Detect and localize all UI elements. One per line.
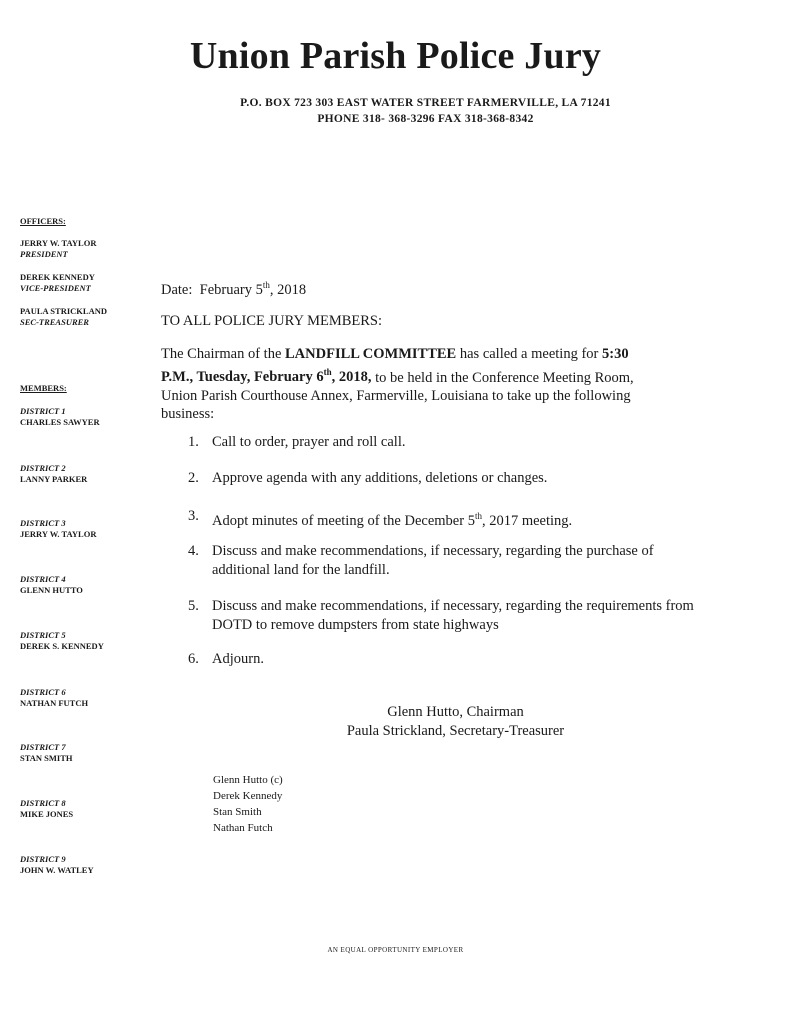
letterhead-phones: PHONE 318- 368-3296 FAX 318-368-8342 — [317, 113, 534, 125]
members-heading: MEMBERS: — [20, 383, 67, 393]
footer-eoe: AN EQUAL OPPORTUNITY EMPLOYER — [327, 946, 464, 954]
salutation: TO ALL POLICE JURY MEMBERS: — [161, 313, 383, 329]
district-entry: DISTRICT 3 JERRY W. TAYLOR — [20, 518, 97, 539]
committee-member: Glenn Hutto (c) — [213, 774, 283, 786]
signature-chairman: Glenn Hutto, Chairman — [387, 704, 524, 720]
letter-date: Date: February 5th, 2018 — [161, 280, 307, 298]
letterhead-address: P.O. BOX 723 303 EAST WATER STREET FARMERVILLE, LA 71241 — [240, 97, 611, 109]
officer-entry: JERRY W. TAYLOR PRESIDENT — [20, 238, 97, 259]
letterhead-title: Union Parish Police Jury — [189, 35, 602, 77]
committee-members — [213, 772, 283, 836]
committee-member: Nathan Futch — [213, 822, 273, 834]
district-entry: DISTRICT 2 LANNY PARKER — [20, 463, 88, 484]
committee-member: Derek Kennedy — [213, 790, 283, 802]
signature-secretary: Paula Strickland, Secretary-Treasurer — [346, 723, 565, 739]
district-entry: DISTRICT 4 GLENN HUTTO — [20, 574, 83, 595]
district-entry: DISTRICT 7 STAN SMITH — [20, 742, 73, 763]
officer-entry: PAULA STRICKLAND SEC-TREASURER — [20, 306, 107, 327]
district-entry: DISTRICT 8 MIKE JONES — [20, 798, 74, 819]
district-entry: DISTRICT 6 NATHAN FUTCH — [20, 687, 89, 708]
officers-heading: OFFICERS: — [20, 216, 66, 226]
district-entry: DISTRICT 9 JOHN W. WATLEY — [20, 854, 94, 875]
committee-member: Stan Smith — [213, 806, 262, 818]
meeting-paragraph: The Chairman of the LANDFILL COMMITTEE has called a meeting for 5:30 P.M., Tuesday, February 6th, 2018, to be held in the Conference Meeting Room, Union Parish Courthouse Annex, Farmerville, Louisiana to take up the following business: — [161, 346, 634, 423]
district-entry: DISTRICT 5 DEREK S. KENNEDY — [20, 630, 104, 651]
district-entry: DISTRICT 1 CHARLES SAWYER — [20, 406, 100, 427]
officer-entry: DEREK KENNEDY VICE-PRESIDENT — [20, 272, 95, 293]
